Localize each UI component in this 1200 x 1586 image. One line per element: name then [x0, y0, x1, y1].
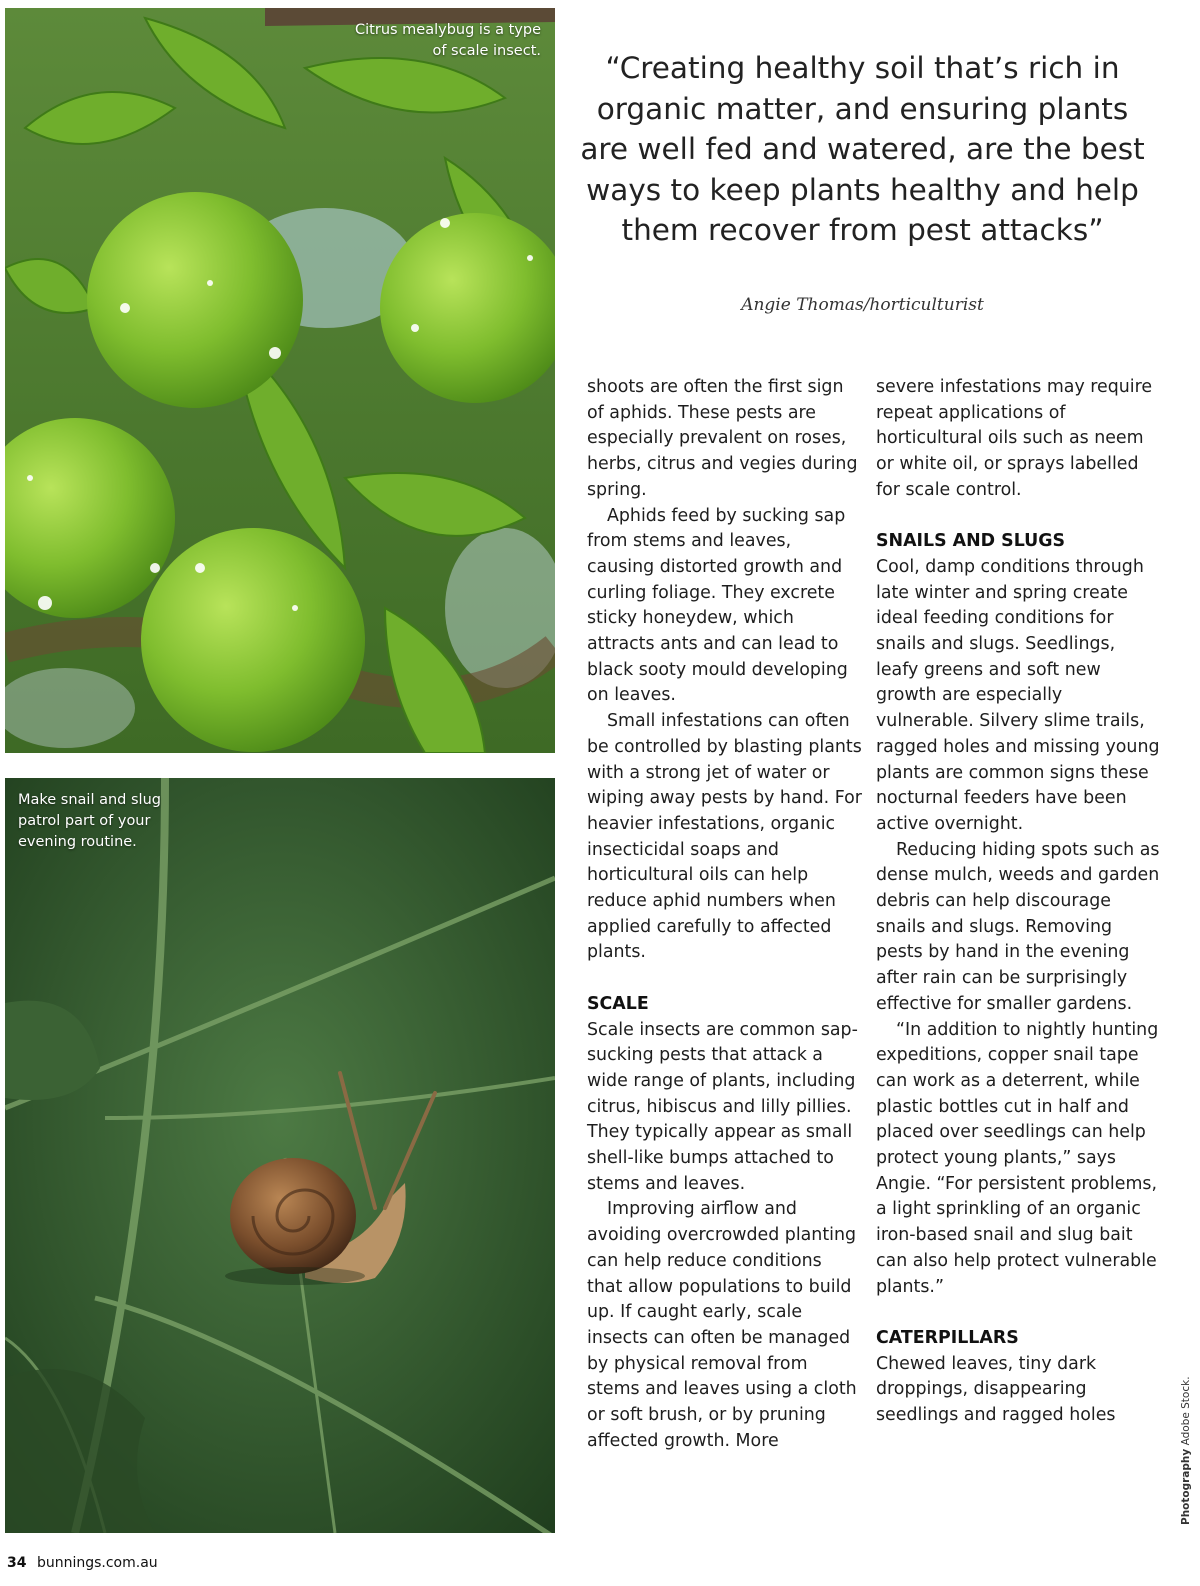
page-footer — [7, 1555, 158, 1571]
citrus-caption: Citrus mealybug is a type of scale insect. — [355, 22, 541, 59]
snails-heading: SNAILS AND SLUGS — [876, 531, 1066, 552]
photo-credit — [1180, 1376, 1192, 1525]
scale-paragraph-1: Scale insects are common sap-sucking pests that attack a wide range of plants, including citrus, hibiscus and lilly pillies. They typically appear as small shell-like bumps attached to stems and leaves. — [587, 1019, 858, 1194]
site-link[interactable]: bunnings.com.au — [36, 1555, 158, 1571]
snail-illustration — [5, 778, 555, 1533]
snail-caption: Make snail and slug patrol part of your evening routine. — [18, 792, 161, 850]
snail-photo — [5, 778, 555, 1533]
scale-paragraph-3: severe infestations may require repeat applications of horticultural oils such as neem or white oil, or sprays labelled for scale control. — [876, 377, 1153, 500]
aphids-paragraph-3: Small infestations can often be controlled by blasting plants with a strong jet of water or wiping away pests by hand. For heavier infestations, organic insecticidal soaps and horticultural oils can help reduce aphid numbers when applied carefully to affected plants. — [587, 711, 862, 963]
snails-paragraph-1: Cool, damp conditions through late winter and spring create ideal feeding conditions for snails and slugs. Seedlings, leafy greens and soft new growth are especially vulnerable. Silvery slime trails, ragged holes and missing young plants are common signs these nocturnal feeders have been active overnight. — [876, 556, 1160, 834]
page-number: 34 — [7, 1555, 27, 1571]
text-column-1 — [587, 375, 862, 1455]
aphids-paragraph-1: shoots are often the first sign of aphids. These pests are especially prevalent on roses, herbs, citrus and vegies during spring. — [587, 377, 858, 500]
text-column-2 — [876, 375, 1161, 1429]
caterpillars-heading: CATERPILLARS — [876, 1327, 1019, 1348]
credit-label: Photography — [1180, 1448, 1192, 1525]
scale-heading: SCALE — [587, 993, 649, 1014]
pull-quote: “Creating healthy soil that’s rich in organic matter, and ensuring plants are well fed and watered, are the best ways to keep plants healthy and help them recover from pest attacks” — [580, 51, 1145, 247]
credit-source: Adobe Stock. — [1180, 1376, 1192, 1446]
citrus-illustration — [5, 8, 555, 753]
citrus-photo — [5, 8, 555, 753]
snails-paragraph-3: “In addition to nightly hunting expeditions, copper snail tape can work as a deterrent, while plastic bottles cut in half and placed over seedlings can help protect young plants,” says Angie. “For persistent problems, a light sprinkling of an organic iron-based snail and slug bait can also help protect vulnerable plants.” — [876, 1019, 1159, 1297]
scale-paragraph-2: Improving airflow and avoiding overcrowded planting can help reduce conditions that allow populations to build up. If caught early, scale insects can often be managed by physical removal from stems and leaves using a cloth or soft brush, or by pruning affected growth. More — [587, 1199, 857, 1451]
quote-attribution: Angie Thomas/horticulturist — [741, 295, 984, 315]
aphids-paragraph-2: Aphids feed by sucking sap from stems and leaves, causing distorted growth and curling foliage. They excrete sticky honeydew, which attracts ants and can lead to black sooty mould developing on leaves. — [587, 505, 848, 706]
snails-paragraph-2: Reducing hiding spots such as dense mulch, weeds and garden debris can help discourage snails and slugs. Removing pests by hand in the evening after rain can be surprisingly effective for smaller gardens. — [876, 839, 1160, 1014]
caterpillars-paragraph-1: Chewed leaves, tiny dark droppings, disappearing seedlings and ragged holes — [876, 1353, 1116, 1426]
